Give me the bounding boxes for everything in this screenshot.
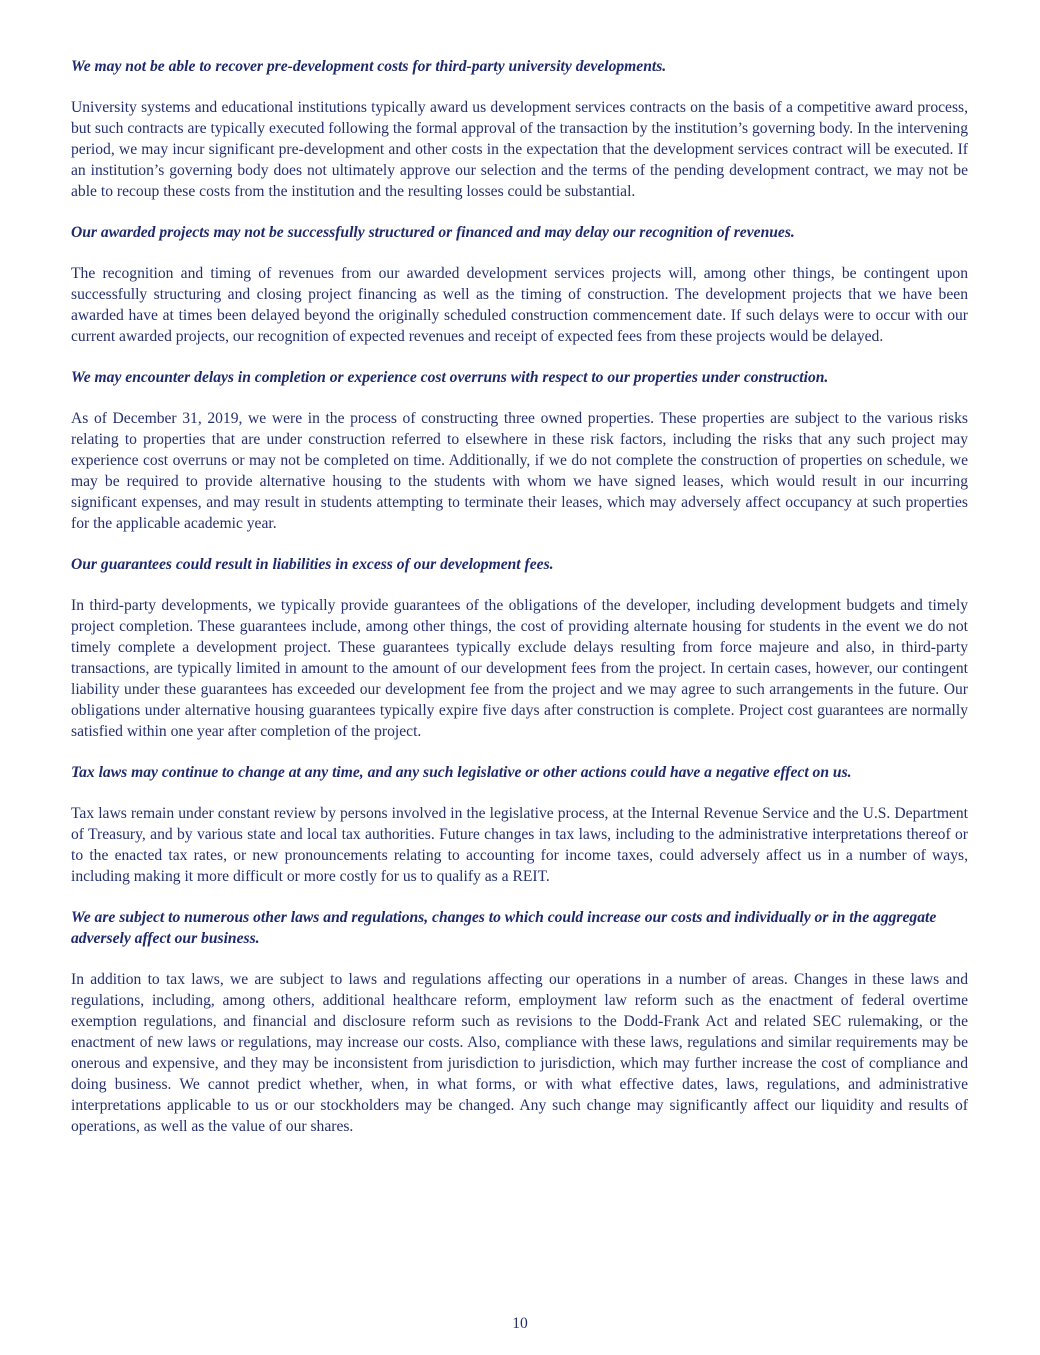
- section-tax-laws: [71, 762, 968, 887]
- section-paragraph: In third-party developments, we typically provide guarantees of the obligations of the developer, including development budgets and timely project completion. These guarantees include, among other things, the cost of providing alternate housing for students in the event we do not timely complete a development project. These guarantees typically exclude delays resulting from force majeure and also, in third-party transactions, are typically limited in amount to the amount of our development fees from the project. In certain cases, however, our contingent liability under these guarantees has exceeded our development fee from the project and we may agree to such arrangements in the future. Our obligations under alternative housing guarantees typically expire five days after construction is complete. Project cost guarantees are normally satisfied within one year after completion of the project.: [71, 597, 968, 740]
- section-heading: We are subject to numerous other laws and regulations, changes to which could increase our costs and individually or in the aggregate adversely affect our business.: [71, 909, 937, 947]
- section-paragraph: University systems and educational institutions typically award us development services contracts on the basis of a competitive award process, but such contracts are typically executed following the formal approval of the transaction by the institution’s governing body. In the intervening period, we may incur significant pre-development and other costs in the expectation that the development services contract will be executed. If an institution’s governing body does not ultimately approve our selection and the terms of the pending development contract, we may not be able to recoup these costs from the institution and the resulting losses could be substantial.: [71, 99, 968, 200]
- section-paragraph: The recognition and timing of revenues from our awarded development services projects will, among other things, be contingent upon successfully structuring and closing project financing as well as the timing of construction. The development projects that we have been awarded have at times been delayed beyond the originally scheduled construction commencement date. If such delays were to occur with our current awarded projects, our recognition of expected revenues and receipt of expected fees from these projects would be delayed.: [71, 265, 968, 345]
- section-paragraph: As of December 31, 2019, we were in the process of constructing three owned properties. These properties are subject to the various risks relating to properties that are under construction referred to elsewhere in these risk factors, including the risks that any such project may experience cost overruns or may not be completed on time. Additionally, if we do not complete the construction of properties on schedule, we may be required to provide alternative housing to the students with whom we have signed leases, which would result in our incurring significant expenses, and may result in students attempting to terminate their leases, which may adversely affect occupancy at such properties for the applicable academic year.: [71, 410, 968, 532]
- section-heading: Our awarded projects may not be successfully structured or financed and may delay our recognition of revenues.: [71, 224, 795, 241]
- section-heading: We may not be able to recover pre-development costs for third-party university developments.: [71, 58, 667, 75]
- page-number: 10: [512, 1315, 528, 1332]
- section-heading: We may encounter delays in completion or experience cost overruns with respect to our properties under construction.: [71, 369, 829, 386]
- section-predevelopment-costs: [71, 56, 968, 202]
- section-heading: Our guarantees could result in liabilities in excess of our development fees.: [71, 556, 554, 573]
- document-page: [71, 56, 968, 1157]
- section-construction-delays: [71, 367, 968, 534]
- section-heading: Tax laws may continue to change at any time, and any such legislative or other actions could have a negative effect on us.: [71, 764, 852, 781]
- section-other-laws: [71, 907, 968, 1137]
- section-guarantees: [71, 554, 968, 742]
- section-paragraph: Tax laws remain under constant review by persons involved in the legislative process, at the Internal Revenue Service and the U.S. Department of Treasury, and by various state and local tax authorities. Future changes in tax laws, including to the administrative interpretations thereof or to the enacted tax rates, or new pronouncements relating to accounting for income taxes, could adversely affect us in a number of ways, including making it more difficult or more costly for us to qualify as a REIT.: [71, 805, 968, 885]
- section-paragraph: In addition to tax laws, we are subject to laws and regulations affecting our operations in a number of areas. Changes in these laws and regulations, including, among others, additional healthcare reform, employment law reform such as the enactment of federal overtime exemption regulations, and financial and disclosure reform such as revisions to the Dodd-Frank Act and related SEC rulemaking, or the enactment of new laws or regulations, may increase our costs. Also, compliance with these laws, regulations and similar requirements may be onerous and expensive, and they may be inconsistent from jurisdiction to jurisdiction, which may further increase the cost of compliance and doing business. We cannot predict whether, when, in what forms, or with what effective dates, laws, regulations, and administrative interpretations applicable to us or our stockholders may be changed. Any such change may significantly affect our liquidity and results of operations, as well as the value of our shares.: [71, 971, 968, 1135]
- section-awarded-projects: [71, 222, 968, 347]
